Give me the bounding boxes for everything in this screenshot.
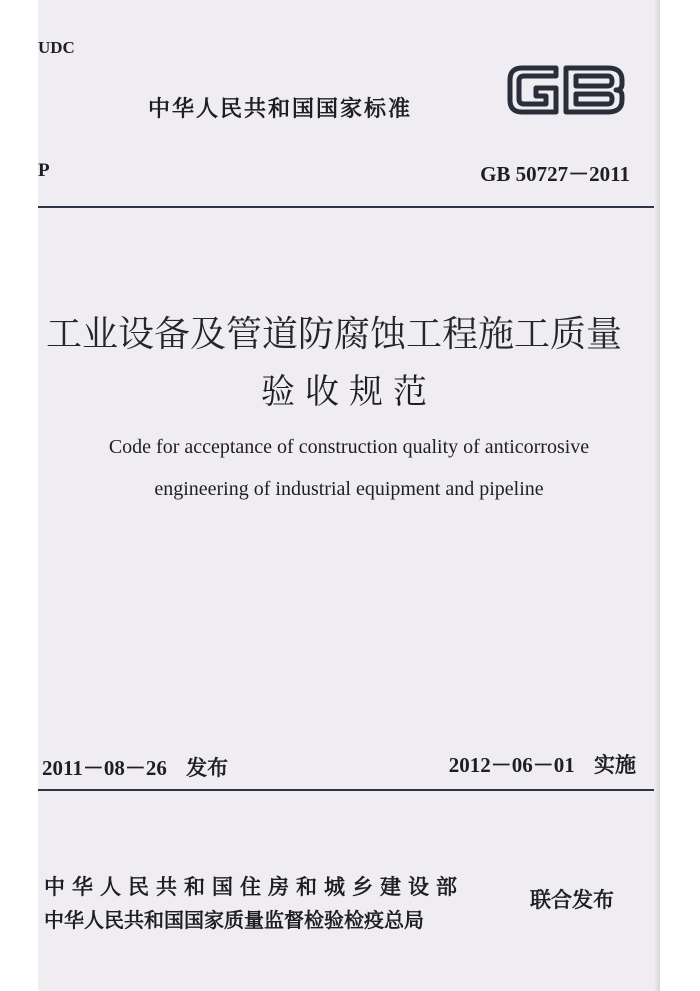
bottom-divider <box>38 789 660 791</box>
udc-label: UDC <box>38 38 75 57</box>
title-en-line1: Code for acceptance of construction quality of anticorrosive <box>108 436 590 458</box>
joint-issue-label: 联合发布 <box>530 888 614 912</box>
implement-date: 2012－06－01 <box>448 753 575 777</box>
issuer-aqsiq: 中华人民共和国国家质量监督检验检疫总局 <box>44 908 424 932</box>
national-standard-header: 中华人民共和国国家标准 <box>148 97 413 122</box>
standard-number: GB 50727－2011 <box>480 162 630 186</box>
implement-date-block <box>449 749 636 779</box>
top-divider <box>38 206 660 208</box>
issue-date: 2011－08－26 <box>42 756 167 780</box>
implement-label: 实施 <box>594 753 636 777</box>
cover-page <box>38 0 660 991</box>
title-cn-line1: 工业设备及管道防腐蚀工程施工质量 <box>46 314 623 355</box>
issuer-ministry-housing: 中华人民共和国住房和城乡建设部 <box>44 875 464 899</box>
svg-text:GB: GB <box>504 58 506 59</box>
issue-date-block <box>42 752 228 782</box>
title-cn-line2: 验收规范 <box>261 372 437 412</box>
category-code: P <box>38 160 50 181</box>
issue-label: 发布 <box>186 756 229 780</box>
gb-logo-icon <box>504 58 628 122</box>
title-en-line2: engineering of industrial equipment and pipeline <box>154 478 544 500</box>
